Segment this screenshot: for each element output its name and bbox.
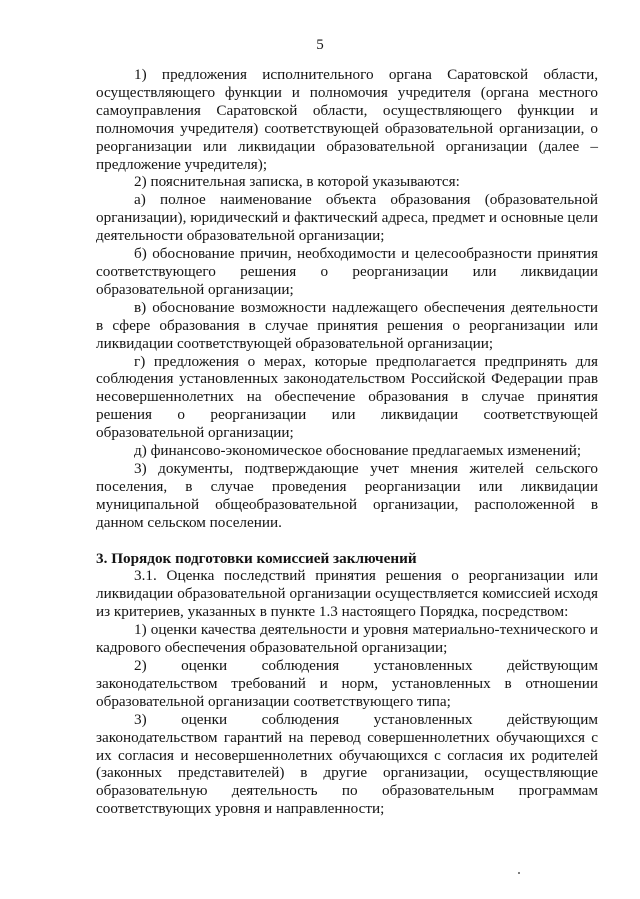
page-number: 5: [316, 37, 324, 53]
paragraph-3-1: 3.1. Оценка последствий принятия решения о реорганизации или ликвидации образовательной организации осуществляется комиссией исходя из критериев, указанных в пункте 1.3 настоящего Порядка, посредством:: [96, 567, 598, 621]
paragraph-explanatory-note: 2) пояснительная записка, в которой указываются:: [134, 173, 460, 191]
paragraph-assessment-1: 1) оценки качества деятельности и уровня материально-технического и кадрового обеспечения образовательной организации;: [96, 621, 598, 657]
paragraph-item-g: г) предложения о мерах, которые предполагается предпринять для соблюдения установленных законодательством Российской Федерации прав несовершеннолетних на обеспечение образования в случае принятия решения о реорганизации или ликвидации соответствующей образовательной организации;: [96, 352, 598, 442]
paragraph-item-v: в) обоснование возможности надлежащего обеспечения деятельности в сфере образования в случае принятия решения о реорганизации или ликвидации соответствующей образовательной организации;: [96, 298, 598, 352]
paragraph-assessment-3: 3) оценки соблюдения установленных действующим законодательством гарантий на перевод совершеннолетних обучающихся с их согласия и несовершеннолетних обучающихся с согласия их родителей (законных представителей) в другие организации, осуществляющие образовательную деятельность по образовательным программам соответствующих уровня и направленности;: [96, 710, 598, 818]
paragraph-assessment-2: 2) оценки соблюдения установленных действующим законодательством требований и норм, установленных в отношении образовательной организации соответствующего типа;: [96, 657, 598, 710]
scan-speck: [518, 872, 520, 874]
paragraph-item-b: б) обоснование причин, необходимости и целесообразности принятия соответствующего решения о реорганизации или ликвидации образовательной организации;: [96, 245, 598, 298]
paragraph-item-a: а) полное наименование объекта образования (образовательной организации), юридический и фактический адреса, предмет и основные цели деятельности образовательной организации;: [96, 191, 598, 245]
paragraph-documents: 3) документы, подтверждающие учет мнения жителей сельского поселения, в случае проведения реорганизации или ликвидации муниципальной общеобразовательной организации, расположенной в данном сельском поселении.: [96, 459, 598, 531]
section-heading: 3. Порядок подготовки комиссией заключений: [96, 549, 417, 567]
paragraph-item-d: д) финансово-экономическое обоснование предлагаемых изменений;: [134, 442, 582, 460]
document-body: [96, 66, 598, 818]
paragraph-proposal-founder: 1) предложения исполнительного органа Саратовской области, осуществляющего функции и полномочия учредителя (органа местного самоуправления Саратовской области, осуществляющего функции и полномочия учредителя) соответствующей образовательной организации, о реорганизации или ликвидации образовательной организации (далее – предложение учредителя);: [96, 66, 598, 173]
